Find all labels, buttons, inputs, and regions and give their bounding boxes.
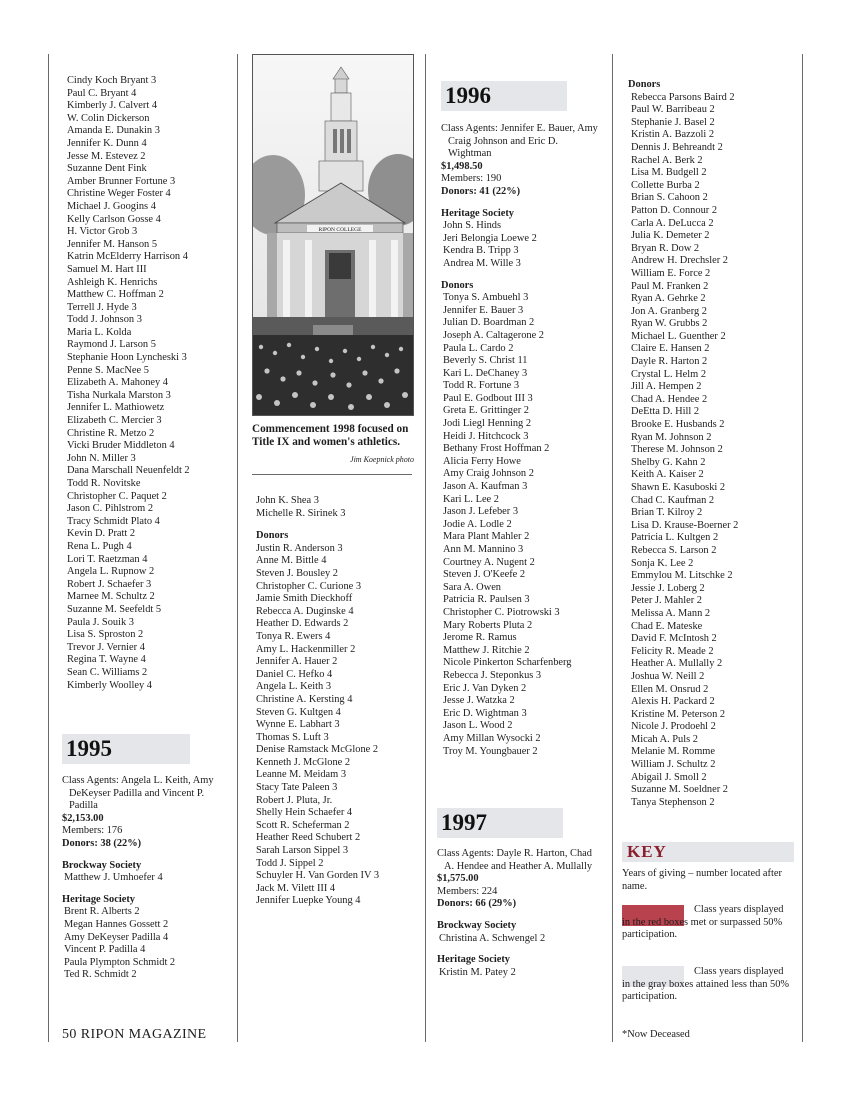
list-item: Ashleigh K. Henrichs bbox=[67, 276, 158, 288]
list-item: Matthew C. Hoffman 2 bbox=[67, 289, 164, 301]
list-item: Nicole Pinkerton Scharfenberg bbox=[443, 657, 572, 669]
list-item: Tonya S. Ambuehl 3 bbox=[443, 292, 529, 304]
photo-caption bbox=[252, 423, 414, 466]
list-item: Jamie Smith Dieckhoff bbox=[256, 593, 353, 605]
list-item: Robert J. Schaefer 3 bbox=[67, 578, 152, 590]
list-item: Kristine M. Peterson 2 bbox=[631, 708, 726, 720]
list-item: Sara A. Owen bbox=[443, 581, 502, 593]
list-item: Shelby G. Kahn 2 bbox=[631, 456, 706, 468]
list-item: Dana Marschall Neuenfeldt 2 bbox=[67, 465, 190, 477]
year-heading-1996: 1996 bbox=[441, 81, 567, 111]
list-item: Tisha Nurkala Marston 3 bbox=[67, 389, 171, 401]
list-item: Heather A. Mullally 2 bbox=[631, 658, 723, 670]
list-item: Jill A. Hempen 2 bbox=[631, 381, 702, 393]
list-item: Bryan R. Dow 2 bbox=[631, 242, 700, 254]
members-count: Members: 224 bbox=[437, 885, 498, 897]
photo-credit: Jim Koepnick photo bbox=[350, 454, 414, 464]
column-rule bbox=[802, 54, 803, 1042]
list-item: Penne S. MacNee 5 bbox=[67, 364, 149, 376]
list-item: Paul W. Barribeau 2 bbox=[631, 104, 715, 116]
list-item: Scott R. Scheferman 2 bbox=[256, 819, 350, 831]
list-item: Marnee M. Schultz 2 bbox=[67, 591, 155, 603]
brockway-society-list bbox=[437, 933, 603, 946]
list-item: Todd J. Johnson 3 bbox=[67, 314, 142, 326]
donors-count: Donors: 41 (22%) bbox=[441, 185, 521, 197]
list-item: Kari L. Lee 2 bbox=[443, 493, 499, 505]
list-item: Lisa D. Krause-Boerner 2 bbox=[631, 519, 739, 531]
list-item: Kimberly Woolley 4 bbox=[67, 679, 152, 691]
list-item: Mary Roberts Pluta 2 bbox=[443, 619, 533, 631]
list-item: Matthew J. Ritchie 2 bbox=[443, 644, 530, 656]
list-item: Lori T. Raetzman 4 bbox=[67, 553, 148, 565]
list-item: Courtney A. Nugent 2 bbox=[443, 556, 535, 568]
list-item: Amy DeKeyser Padilla 4 bbox=[64, 931, 169, 943]
list-item: John N. Miller 3 bbox=[67, 452, 136, 464]
donors-list bbox=[628, 92, 798, 810]
list-item: Chad E. Mateske bbox=[631, 620, 703, 632]
list-item: Peter J. Mahler 2 bbox=[631, 595, 702, 607]
list-item: H. Victor Grob 3 bbox=[67, 226, 138, 238]
list-item: Ryan M. Johnson 2 bbox=[631, 431, 712, 443]
list-item: Crystal L. Helm 2 bbox=[631, 368, 707, 380]
list-item: Michael J. Googins 4 bbox=[67, 200, 156, 212]
list-item: Amy Craig Johnson 2 bbox=[443, 468, 534, 480]
list-item: Jeri Belongia Loewe 2 bbox=[443, 232, 537, 244]
red-key-text: Class years displayed in the red boxes met or surpassed 50% participation. bbox=[622, 904, 784, 941]
class-1997-section bbox=[437, 808, 603, 979]
brockway-society-list bbox=[62, 872, 232, 885]
list-item: Todd R. Fortune 3 bbox=[443, 380, 520, 392]
list-item: Elizabeth C. Mercier 3 bbox=[67, 415, 162, 427]
total-amount: $1,575.00 bbox=[437, 873, 479, 885]
list-item: Tracy Schmidt Plato 4 bbox=[67, 515, 160, 527]
list-item: Vincent P. Padilla 4 bbox=[64, 944, 146, 956]
list-item: Justin R. Anderson 3 bbox=[256, 542, 343, 554]
list-item: Andrew H. Drechsler 2 bbox=[631, 255, 728, 267]
class-1995-section bbox=[62, 734, 232, 982]
list-item: Melanie M. Romme bbox=[631, 746, 715, 758]
heritage-society-continued bbox=[256, 495, 421, 520]
list-item: Christopher C. Paquet 2 bbox=[67, 490, 167, 502]
list-item: Suzanne M. Soeldner 2 bbox=[631, 784, 728, 796]
heritage-society-list bbox=[441, 220, 603, 270]
list-item: Suzanne M. Seefeldt 5 bbox=[67, 603, 162, 615]
list-item: Amanda E. Dunakin 3 bbox=[67, 125, 160, 137]
total-amount: $1,498.50 bbox=[441, 160, 483, 172]
list-item: Regina T. Wayne 4 bbox=[67, 654, 146, 666]
brockway-society-heading: Brockway Society bbox=[62, 859, 142, 871]
list-item: Jessie J. Loberg 2 bbox=[631, 582, 705, 594]
list-item: Sean C. Williams 2 bbox=[67, 666, 148, 678]
list-item: Steven G. Kultgen 4 bbox=[256, 706, 341, 718]
list-item: Maria L. Kolda bbox=[67, 326, 132, 338]
list-item: Abigail J. Smoll 2 bbox=[631, 771, 707, 783]
list-item: Rebecca Parsons Baird 2 bbox=[631, 91, 735, 103]
list-item: Collette Burba 2 bbox=[631, 179, 700, 191]
list-item: Jodi Liegl Henning 2 bbox=[443, 418, 532, 430]
list-item: Rena L. Pugh 4 bbox=[67, 540, 132, 552]
list-item: Raymond J. Larson 5 bbox=[67, 339, 156, 351]
list-item: William J. Schultz 2 bbox=[631, 759, 716, 771]
list-item: Troy M. Youngbauer 2 bbox=[443, 745, 538, 757]
list-item: Jennifer L. Mathiowetz bbox=[67, 402, 165, 414]
list-item: Jesse J. Watzka 2 bbox=[443, 695, 515, 707]
list-item: Jason J. Lefeber 3 bbox=[443, 506, 519, 518]
list-item: Ryan A. Gehrke 2 bbox=[631, 293, 706, 305]
list-item: Julian D. Boardman 2 bbox=[443, 317, 535, 329]
list-item: Felicity R. Meade 2 bbox=[631, 645, 714, 657]
members-count: Members: 176 bbox=[62, 825, 123, 837]
list-item: Paul E. Godbout III 3 bbox=[443, 392, 533, 404]
list-item: Chad A. Hendee 2 bbox=[631, 393, 708, 405]
list-item: Ryan W. Grubbs 2 bbox=[631, 318, 708, 330]
column-rule bbox=[237, 54, 238, 1042]
list-item: Suzanne Dent Fink bbox=[67, 163, 147, 175]
list-item: Stacy Tate Paleen 3 bbox=[256, 782, 338, 794]
total-amount: $2,153.00 bbox=[62, 812, 104, 824]
list-item: Jodie A. Lodle 2 bbox=[443, 518, 512, 530]
list-item: Cindy Koch Bryant 3 bbox=[67, 75, 157, 86]
list-item: Kari L. DeChaney 3 bbox=[443, 367, 528, 379]
list-item: Joseph A. Caltagerone 2 bbox=[443, 329, 544, 341]
list-item: Kimberly J. Calvert 4 bbox=[67, 100, 158, 112]
list-item: Amy Millan Wysocki 2 bbox=[443, 732, 541, 744]
list-item: Julia K. Demeter 2 bbox=[631, 230, 710, 242]
list-item: Vicki Bruder Middleton 4 bbox=[67, 440, 175, 452]
college-sign: RIPON COLLEGE bbox=[318, 227, 362, 233]
list-item: Rebecca J. Steponkus 3 bbox=[443, 669, 542, 681]
list-item: Anne M. Bittle 4 bbox=[256, 555, 327, 567]
list-item: Alexis H. Packard 2 bbox=[631, 696, 715, 708]
donors-count: Donors: 66 (29%) bbox=[437, 898, 517, 910]
list-item: Denise Ramstack McGlone 2 bbox=[256, 744, 379, 756]
list-item: Kristin A. Bazzoli 2 bbox=[631, 129, 715, 141]
commencement-photo bbox=[252, 54, 414, 416]
list-item: Jennifer A. Hauer 2 bbox=[256, 656, 338, 668]
list-item: Jack M. Vilett III 4 bbox=[256, 882, 336, 894]
list-item: Alicia Ferry Howe bbox=[443, 455, 521, 467]
list-item: Jennifer Luepke Young 4 bbox=[256, 895, 361, 907]
members-count: Members: 190 bbox=[441, 173, 502, 185]
list-item: Angela L. Keith 3 bbox=[256, 681, 332, 693]
list-item: Lisa S. Sproston 2 bbox=[67, 629, 144, 641]
heritage-society-list bbox=[437, 967, 603, 980]
list-item: Brent R. Alberts 2 bbox=[64, 906, 140, 918]
list-item: Claire E. Hansen 2 bbox=[631, 343, 710, 355]
list-item: Daniel C. Hefko 4 bbox=[256, 668, 333, 680]
list-item: Joshua W. Neill 2 bbox=[631, 670, 705, 682]
class-1997-donors bbox=[628, 79, 798, 809]
list-item: Bethany Frost Hoffman 2 bbox=[443, 443, 550, 455]
list-item: Amy L. Hackenmiller 2 bbox=[256, 643, 356, 655]
donors-count: Donors: 38 (22%) bbox=[62, 837, 142, 849]
list-item: Lisa M. Budgell 2 bbox=[631, 167, 707, 179]
class-1996-section bbox=[441, 81, 603, 758]
list-item: Jerome R. Ramus bbox=[443, 632, 517, 644]
list-item: Steven J. Bousley 2 bbox=[256, 567, 338, 579]
list-item: Jennifer K. Dunn 4 bbox=[67, 137, 147, 149]
list-item: Jennifer M. Hanson 5 bbox=[67, 238, 158, 250]
donors-list bbox=[441, 292, 603, 758]
list-item: DeEtta D. Hill 2 bbox=[631, 406, 700, 418]
list-item: Jason C. Pihlstrom 2 bbox=[67, 503, 154, 515]
list-item: Eric J. Van Dyken 2 bbox=[443, 682, 527, 694]
list-item: Therese M. Johnson 2 bbox=[631, 444, 723, 456]
list-item: Paul M. Franken 2 bbox=[631, 280, 709, 292]
list-item: Schuyler H. Van Gorden IV 3 bbox=[256, 870, 380, 882]
list-item: Christina A. Schwengel 2 bbox=[439, 932, 546, 944]
heritage-society-list bbox=[62, 906, 232, 982]
list-item: Christopher C. Piotrowski 3 bbox=[443, 606, 560, 618]
list-item: Patton D. Connour 2 bbox=[631, 204, 718, 216]
list-item: Mara Plant Mahler 2 bbox=[443, 531, 530, 543]
class-1994-donors-continued bbox=[67, 75, 232, 692]
list-item: Ann M. Mannino 3 bbox=[443, 544, 524, 555]
key-panel bbox=[622, 842, 794, 893]
page-number: 50 bbox=[62, 1027, 77, 1042]
column-rule bbox=[425, 54, 426, 1042]
list-item: Patricia L. Kultgen 2 bbox=[631, 532, 719, 544]
brockway-society-heading: Brockway Society bbox=[437, 919, 517, 931]
heritage-society-heading: Heritage Society bbox=[441, 207, 514, 219]
list-item: Jon A. Granberg 2 bbox=[631, 305, 707, 317]
list-item: Chad C. Kaufman 2 bbox=[631, 494, 715, 506]
list-item: Elizabeth A. Mahoney 4 bbox=[67, 377, 168, 389]
list-item: Angela L. Rupnow 2 bbox=[67, 566, 155, 578]
list-item: David F. McIntosh 2 bbox=[631, 633, 717, 645]
list-item: Matthew J. Umhoefer 4 bbox=[64, 872, 163, 884]
list-item: Eric D. Wightman 3 bbox=[443, 707, 527, 719]
list-item: Megan Hannes Gossett 2 bbox=[64, 918, 169, 930]
list-item: W. Colin Dickerson bbox=[67, 112, 150, 124]
list-item: Christine R. Metzo 2 bbox=[67, 427, 155, 439]
year-heading-1995: 1995 bbox=[62, 734, 190, 764]
donors-heading: Donors bbox=[441, 279, 474, 291]
donors-heading: Donors bbox=[256, 530, 289, 542]
list-item: Christine Weger Foster 4 bbox=[67, 188, 171, 200]
list-item: Kristin M. Patey 2 bbox=[439, 966, 516, 978]
list-item: Paul C. Bryant 4 bbox=[67, 87, 137, 99]
list-item: Micah A. Puls 2 bbox=[631, 733, 698, 745]
list-item: Shawn E. Kasuboski 2 bbox=[631, 482, 726, 493]
list-item: Leanne M. Meidam 3 bbox=[256, 769, 347, 781]
list-item: Jason A. Kaufman 3 bbox=[443, 481, 528, 493]
list-item: Sarah Larson Sippel 3 bbox=[256, 845, 349, 857]
list-item: Kendra B. Tripp 3 bbox=[443, 245, 519, 257]
list-item: Robert J. Pluta, Jr. bbox=[256, 794, 333, 806]
list-item: Stephanie J. Basel 2 bbox=[631, 116, 715, 128]
heritage-society-heading: Heritage Society bbox=[62, 893, 135, 905]
key-heading: KEY bbox=[622, 842, 794, 862]
deceased-note: *Now Deceased bbox=[622, 1029, 690, 1040]
list-item: Heather D. Edwards 2 bbox=[256, 618, 349, 630]
list-item: Greta E. Grittinger 2 bbox=[443, 405, 529, 417]
list-item: John K. Shea 3 bbox=[256, 495, 319, 506]
list-item: Christopher C. Curione 3 bbox=[256, 580, 362, 592]
list-item: Kenneth J. McGlone 2 bbox=[256, 756, 351, 768]
list-item: Jesse M. Estevez 2 bbox=[67, 150, 146, 162]
list-item: Patricia R. Paulsen 3 bbox=[443, 594, 530, 606]
list-item: Samuel M. Hart III bbox=[67, 263, 147, 275]
list-item: Brooke E. Husbands 2 bbox=[631, 419, 725, 431]
list-item: Heidi J. Hitchcock 3 bbox=[443, 430, 529, 442]
list-item: Andrea M. Wille 3 bbox=[443, 257, 521, 269]
list-item: Kelly Carlson Gosse 4 bbox=[67, 213, 161, 225]
list-item: Brian T. Kilroy 2 bbox=[631, 507, 703, 519]
list-item: Thomas S. Luft 3 bbox=[256, 731, 329, 743]
list-item: Rachel A. Berk 2 bbox=[631, 154, 703, 166]
list-item: John S. Hinds bbox=[443, 220, 502, 232]
key-description: Years of giving – number located after name. bbox=[622, 868, 782, 892]
caption-rule bbox=[252, 474, 412, 475]
list-item: Paula J. Souik 3 bbox=[67, 616, 134, 628]
list-item: Shelly Hein Schaefer 4 bbox=[256, 807, 353, 819]
donors-heading: Donors bbox=[628, 79, 661, 90]
class-agents: Class Agents: Jennifer E. Bauer, Amy Craig Johnson and Eric D. Wightman bbox=[441, 123, 598, 160]
list-item: Jennifer E. Bauer 3 bbox=[443, 304, 524, 316]
list-item: William E. Force 2 bbox=[631, 267, 711, 279]
donors-list bbox=[256, 543, 421, 908]
list-item: Ted R. Schmidt 2 bbox=[64, 969, 137, 981]
list-item: Emmylou M. Litschke 2 bbox=[631, 570, 733, 582]
list-item: Melissa A. Mann 2 bbox=[631, 607, 711, 619]
photo-caption-text: Commencement 1998 focused on Title IX and women's athletics. bbox=[252, 423, 409, 449]
chapel-illustration bbox=[253, 55, 413, 415]
list-item: Brian S. Cahoon 2 bbox=[631, 192, 708, 204]
list-item: Ellen M. Onsrud 2 bbox=[631, 683, 709, 695]
list-item: Stephanie Hoon Lyncheski 3 bbox=[67, 352, 187, 364]
list-item: Keith A. Kaiser 2 bbox=[631, 469, 704, 481]
list-item: Carla A. DeLucca 2 bbox=[631, 217, 714, 229]
list-item: Sonja K. Lee 2 bbox=[631, 557, 694, 569]
class-1994-donors-col2 bbox=[256, 495, 421, 908]
list-item: Paula L. Cardo 2 bbox=[443, 342, 514, 354]
year-heading-1997: 1997 bbox=[437, 808, 563, 838]
list-item: Paula Plympton Schmidt 2 bbox=[64, 956, 176, 968]
magazine-title: RIPON MAGAZINE bbox=[80, 1027, 207, 1042]
list-item: Nicole J. Prodoehl 2 bbox=[631, 721, 716, 733]
list-item: Kevin D. Pratt 2 bbox=[67, 528, 136, 540]
column-rule bbox=[612, 54, 613, 1042]
gray-key-text: Class years displayed in the gray boxes attained less than 50% participation. bbox=[622, 966, 790, 1003]
class-agents: Class Agents: Angela L. Keith, Amy DeKeyser Padilla and Vincent P. Padilla bbox=[62, 775, 214, 812]
page-footer bbox=[62, 1027, 206, 1043]
column-rule bbox=[48, 54, 49, 1042]
list-item: Steven J. O'Keefe 2 bbox=[443, 569, 526, 581]
list-item: Todd J. Sippel 2 bbox=[256, 857, 324, 869]
list-item: Tanya Stephenson 2 bbox=[631, 796, 715, 808]
list-item: Tonya R. Ewers 4 bbox=[256, 630, 331, 642]
list-item: Wynne E. Labhart 3 bbox=[256, 719, 340, 731]
list-item: Dennis J. Behreandt 2 bbox=[631, 141, 723, 153]
list-item: Amber Brunner Fortune 3 bbox=[67, 175, 176, 187]
list-item: Michelle R. Sirinek 3 bbox=[256, 507, 346, 519]
list-item: Katrin McElderry Harrison 4 bbox=[67, 251, 188, 263]
list-item: Trevor J. Vernier 4 bbox=[67, 641, 145, 653]
list-item: Beverly S. Christ 11 bbox=[443, 355, 528, 367]
heritage-society-heading: Heritage Society bbox=[437, 954, 510, 966]
list-item: Heather Reed Schubert 2 bbox=[256, 832, 361, 844]
list-item: Christine A. Kersting 4 bbox=[256, 693, 353, 705]
list-item: Rebecca S. Larson 2 bbox=[631, 544, 717, 556]
list-item: Jason L. Wood 2 bbox=[443, 720, 513, 732]
list-item: Michael L. Guenther 2 bbox=[631, 330, 726, 342]
list-item: Dayle R. Harton 2 bbox=[631, 356, 708, 368]
class-agents: Class Agents: Dayle R. Harton, Chad A. Hendee and Heather A. Mullally bbox=[437, 848, 593, 872]
list-item: Terrell J. Hyde 3 bbox=[67, 301, 137, 313]
list-item: Rebecca A. Duginske 4 bbox=[256, 605, 354, 617]
list-item: Todd R. Novitske bbox=[67, 478, 141, 489]
